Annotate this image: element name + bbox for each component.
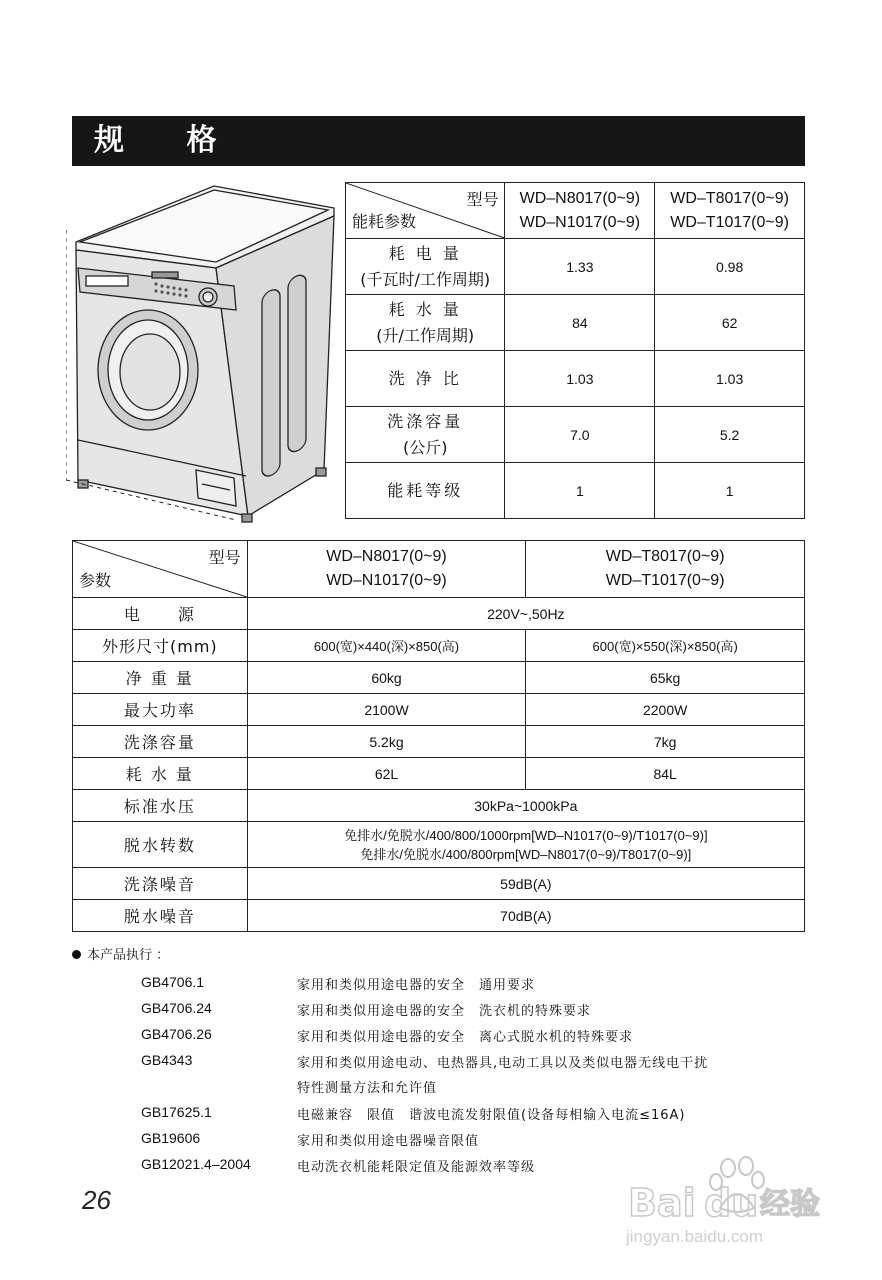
model-b-line1: WD–T8017(0~9) — [605, 548, 725, 565]
standards-heading: 本产品执行 ： — [72, 944, 169, 963]
row-label: 洗涤容量 (公斤) — [346, 407, 505, 463]
energy-table-header-cell — [346, 183, 505, 239]
cell-value: 1.03 — [505, 351, 655, 407]
model-b-line1: WD–T8017(0~9) — [670, 189, 789, 207]
table-row — [346, 239, 805, 295]
cell-value: 60kg — [247, 662, 526, 694]
table-row — [73, 900, 805, 932]
model-a-line2: WD–N1017(0~9) — [326, 572, 447, 589]
cell-value: 7.0 — [505, 407, 655, 463]
cell-value: 5.2 — [655, 407, 805, 463]
model-b-header — [655, 183, 805, 239]
row-label: 电 源 — [73, 598, 248, 630]
row-label: 耗 水 量 — [73, 758, 248, 790]
table-row — [73, 868, 805, 900]
table-row — [346, 463, 805, 519]
model-a-header — [505, 183, 655, 239]
svg-text:Bai: Bai — [628, 1181, 696, 1225]
table-row — [346, 407, 805, 463]
cell-value: 600(宽)×550(深)×850(高) — [526, 630, 805, 662]
spec-table — [72, 540, 805, 932]
table-row — [73, 630, 805, 662]
cell-value: 5.2kg — [247, 726, 526, 758]
energy-table — [345, 182, 805, 519]
cell-value: 2200W — [526, 694, 805, 726]
header-param-label: 参数 — [79, 571, 112, 590]
cell-value: 7kg — [526, 726, 805, 758]
cell-value: 62L — [247, 758, 526, 790]
model-b-line2: WD–T1017(0~9) — [670, 213, 789, 231]
spin-line-1: 免排水/免脱水/400/800/1000rpm[WD–N1017(0~9)/T1017(0~9)] — [344, 827, 708, 843]
baidu-watermark-logo — [620, 1150, 840, 1250]
cell-value: 84L — [526, 758, 805, 790]
row-label: 标准水压 — [73, 790, 248, 822]
spec-table-header-cell — [73, 541, 248, 598]
header-model-label: 型号 — [208, 548, 241, 567]
table-row — [73, 790, 805, 822]
model-a-line1: WD–N8017(0~9) — [519, 189, 641, 207]
row-label: 脱水转数 — [73, 822, 248, 868]
cell-value — [247, 822, 804, 868]
cell-value: 30kPa~1000kPa — [247, 790, 804, 822]
row-label: 洗涤容量 — [73, 726, 248, 758]
page-number: 26 — [82, 1185, 111, 1215]
svg-text:经验: 经验 — [760, 1187, 820, 1222]
cell-value: 2100W — [247, 694, 526, 726]
row-label: 净 重 量 — [73, 662, 248, 694]
row-label: 最大功率 — [73, 694, 248, 726]
cell-value: 1 — [505, 463, 655, 519]
row-label: 洗涤噪音 — [73, 868, 248, 900]
bullet-icon — [72, 950, 81, 959]
cell-value: 1.03 — [655, 351, 805, 407]
cell-value: 84 — [505, 295, 655, 351]
header-param-label: 能耗参数 — [352, 212, 417, 231]
cell-value: 600(宽)×440(深)×850(高) — [247, 630, 526, 662]
row-label: 洗 净 比 — [346, 351, 505, 407]
cell-value: 0.98 — [655, 239, 805, 295]
washing-machine-illustration — [66, 180, 341, 525]
table-row — [346, 295, 805, 351]
cell-value: 220V~,50Hz — [247, 598, 804, 630]
row-label: 能耗等级 — [346, 463, 505, 519]
table-row — [73, 758, 805, 790]
svg-text:jingyan.baidu.com: jingyan.baidu.com — [626, 1227, 764, 1246]
table-row — [73, 662, 805, 694]
row-label: 脱水噪音 — [73, 900, 248, 932]
svg-text:du: du — [704, 1181, 759, 1225]
table-row — [73, 694, 805, 726]
row-label: 耗 电 量 (千瓦时/工作周期) — [346, 239, 505, 295]
model-b-line2: WD–T1017(0~9) — [605, 572, 725, 589]
table-row — [73, 726, 805, 758]
model-a-line2: WD–N1017(0~9) — [519, 213, 641, 231]
row-label: 外形尺寸(mm) — [73, 630, 248, 662]
row-label: 耗 水 量 (升/工作周期) — [346, 295, 505, 351]
model-a-line1: WD–N8017(0~9) — [326, 548, 447, 565]
model-b-header — [526, 541, 805, 598]
cell-value: 1 — [655, 463, 805, 519]
spin-line-2: 免排水/免脱水/400/800rpm[WD–N8017(0~9)/T8017(0~9)] — [360, 846, 692, 862]
header-model-label: 型号 — [466, 190, 499, 209]
cell-value: 62 — [655, 295, 805, 351]
table-row — [346, 351, 805, 407]
cell-value: 65kg — [526, 662, 805, 694]
table-row — [73, 822, 805, 868]
table-row — [73, 598, 805, 630]
cell-value: 70dB(A) — [247, 900, 804, 932]
model-a-header — [247, 541, 526, 598]
cell-value: 1.33 — [505, 239, 655, 295]
cell-value: 59dB(A) — [247, 868, 804, 900]
section-title: 规 格 — [72, 116, 805, 166]
